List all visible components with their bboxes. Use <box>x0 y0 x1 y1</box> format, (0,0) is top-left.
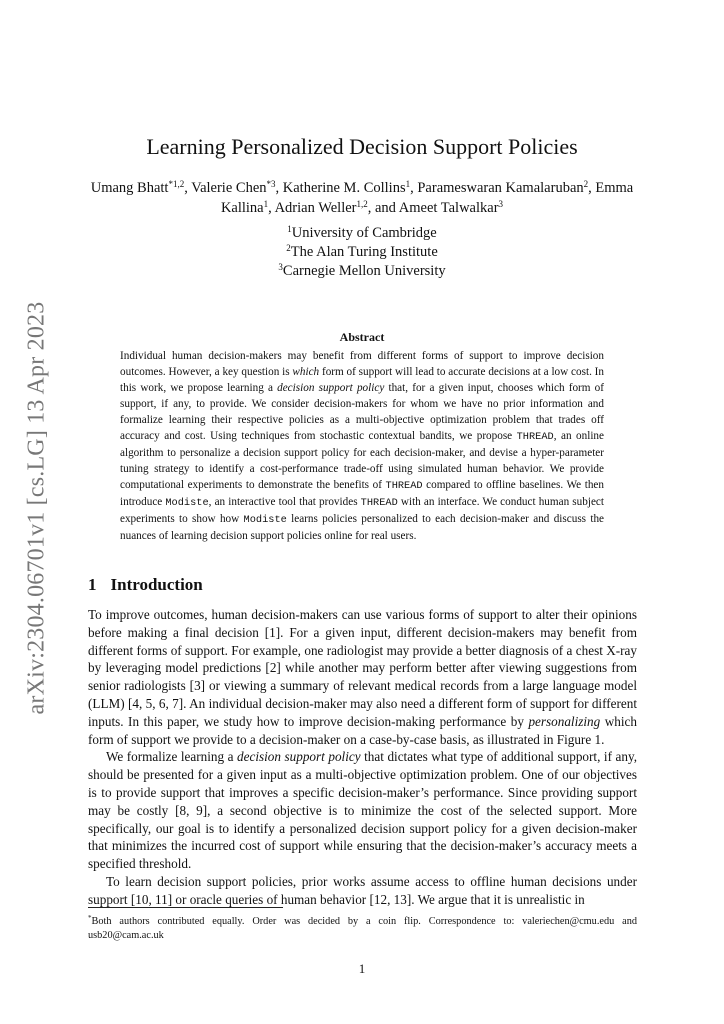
affiliation <box>0 262 724 281</box>
paragraph-emphasis: personalizing <box>528 713 601 729</box>
affiliation-name: The Alan Turing Institute <box>290 244 438 260</box>
abstract-text: , an online algorithm to personalize a decision support policy for each decision-maker, and devise a hyper-parameter tuning strategy to identify a cost-performance trade-off using simulated human behavior. We provide computational experiments to demonstrate the benefits of <box>120 430 604 491</box>
abstract-text: learns policies personalized to each decision-maker and discuss the nuances of learning decision support policies online for real users. <box>120 513 605 542</box>
author-affiliation-marker: 1,2 <box>356 199 368 209</box>
paragraph-text: that dictates what type of additional support, if any, should be presented for a given input as a multi-objective optimization problem. One of our objectives is to provide support that improves a specific decision-maker’s performance. Since providing support may be costly [8, 9], a second objective is to minimize the cost of the selected support. More specifically, our goal is to identify a personalized decision support policy for a given decision-maker that minimizes the incurred cost of support while ensuring that the decision-maker’s accuracy meets a specified threshold. <box>88 749 637 872</box>
author-list: Umang Bhatt$^{*1,2}$, Valerie Chen$^{*3}$, Katherine M. Collins$^1$, Parameswaran Kamalaruban$^2$, Emma Kallina$^1$, Adrian Weller$^{1,2}$, and Ameet Talwalkar$^3$ <box>90 179 634 216</box>
paragraph <box>88 748 637 873</box>
author-name: Adrian Weller <box>274 200 357 216</box>
affiliation-list <box>0 224 724 281</box>
footnote-text: Both authors contributed equally. Order was decided by a coin flip. Correspondence to: valeriechen@cmu.edu and usb20@cam.ac.uk <box>88 916 637 941</box>
tool-name: Modiste <box>165 497 209 509</box>
paper-title: Learning Personalized Decision Support Policies <box>146 134 578 159</box>
author-affiliation-marker: *3 <box>266 179 276 189</box>
footnote <box>88 912 637 942</box>
abstract-text: form of support will lead to accurate decisions at a low cost. In this work, we propose learning a <box>120 366 605 394</box>
abstract-emphasis: which <box>292 366 320 378</box>
author-affiliation-marker: 1 <box>263 199 269 209</box>
arxiv-identifier: arXiv:2304.06701v1 [cs.LG] 13 Apr 2023 <box>23 301 50 715</box>
paragraph <box>88 873 637 909</box>
author-affiliation-marker: 2 <box>583 179 589 189</box>
section-heading <box>88 575 203 595</box>
abstract-heading: Abstract <box>339 330 385 344</box>
abstract-emphasis: decision support policy <box>277 382 385 394</box>
abstract-text: with an interface. We conduct human subject experiments to show how <box>120 496 604 525</box>
footnote-rule <box>88 907 283 908</box>
abstract-body <box>120 348 604 544</box>
tool-name: Modiste <box>243 514 287 526</box>
affiliation-name: University of Cambridge <box>291 225 437 241</box>
author-affiliation-marker: *1,2 <box>168 179 185 189</box>
author-name: Katherine M. Collins <box>282 180 406 196</box>
arxiv-sidebar <box>22 301 52 715</box>
affiliation-name: Carnegie Mellon University <box>282 263 446 279</box>
paragraph-text: To improve outcomes, human decision-makers can use various forms of support to alter their opinions before making a final decision [1]. For a given input, different decision-makers may benefit from different forms of support. For example, one radiologist may provide a better diagnosis of a chest X-ray by leveraging model predictions [2] while another may perform better after viewing suggestions from senior radiologists [3] or viewing a summary of relevant medical records from a large language model (LLM) [4, 5, 6, 7]. An individual decision-maker may also need a different form of support for different inputs. In this paper, we study how to improve decision-making performance by <box>88 607 637 729</box>
author-name: Valerie Chen <box>191 180 267 196</box>
algorithm-name: THREAD <box>385 480 423 492</box>
paragraph-text: which form of support we provide to a decision-maker on a case-by-case basis, as illustrated in Figure 1. <box>88 713 637 747</box>
page-number: 1 <box>358 961 366 976</box>
author-affiliation-marker: 3 <box>498 199 504 209</box>
footnote-marker: * <box>88 914 92 922</box>
introduction-body <box>88 606 637 909</box>
affiliation-marker: 3 <box>278 262 283 272</box>
paragraph-emphasis: decision support policy <box>237 749 361 765</box>
author-affiliation-marker: 1 <box>405 179 411 189</box>
abstract-text: compared to offline baselines. We then introduce <box>120 479 604 508</box>
affiliation-marker: 2 <box>286 243 291 253</box>
section-title: Introduction <box>110 575 203 594</box>
section-number: 1 <box>88 575 97 594</box>
paragraph <box>88 606 637 748</box>
algorithm-name: THREAD <box>360 497 398 509</box>
abstract-text: , an interactive tool that provides <box>208 496 361 508</box>
abstract-text: that, for a given input, chooses which form of support, if any, to provide. We consider decision-makers for whom we have no prior information and formalize learning their respective policies as a multi-objective optimization problem that trades off accuracy and cost. Using techniques from stochastic contextual bandits, we propose <box>120 382 604 442</box>
algorithm-name: THREAD <box>516 431 554 443</box>
affiliation-marker: 1 <box>287 224 292 234</box>
affiliation <box>0 224 724 243</box>
affiliation <box>0 243 724 262</box>
paragraph-text: To learn decision support policies, prior works assume access to offline human decisions under support [10, 11] or oracle queries of human behavior [12, 13]. We argue that it is unrealistic in <box>88 873 637 907</box>
author-name: Umang Bhatt <box>90 180 169 196</box>
paragraph-text: We formalize learning a <box>106 749 238 765</box>
author-name: Emma Kallina <box>220 180 634 216</box>
abstract-text: Individual human decision-makers may benefit from different forms of support to improve decision outcomes. However, a key question is <box>120 350 604 378</box>
author-name: Parameswaran Kamalaruban <box>417 180 584 196</box>
author-name: Ameet Talwalkar <box>398 200 499 216</box>
